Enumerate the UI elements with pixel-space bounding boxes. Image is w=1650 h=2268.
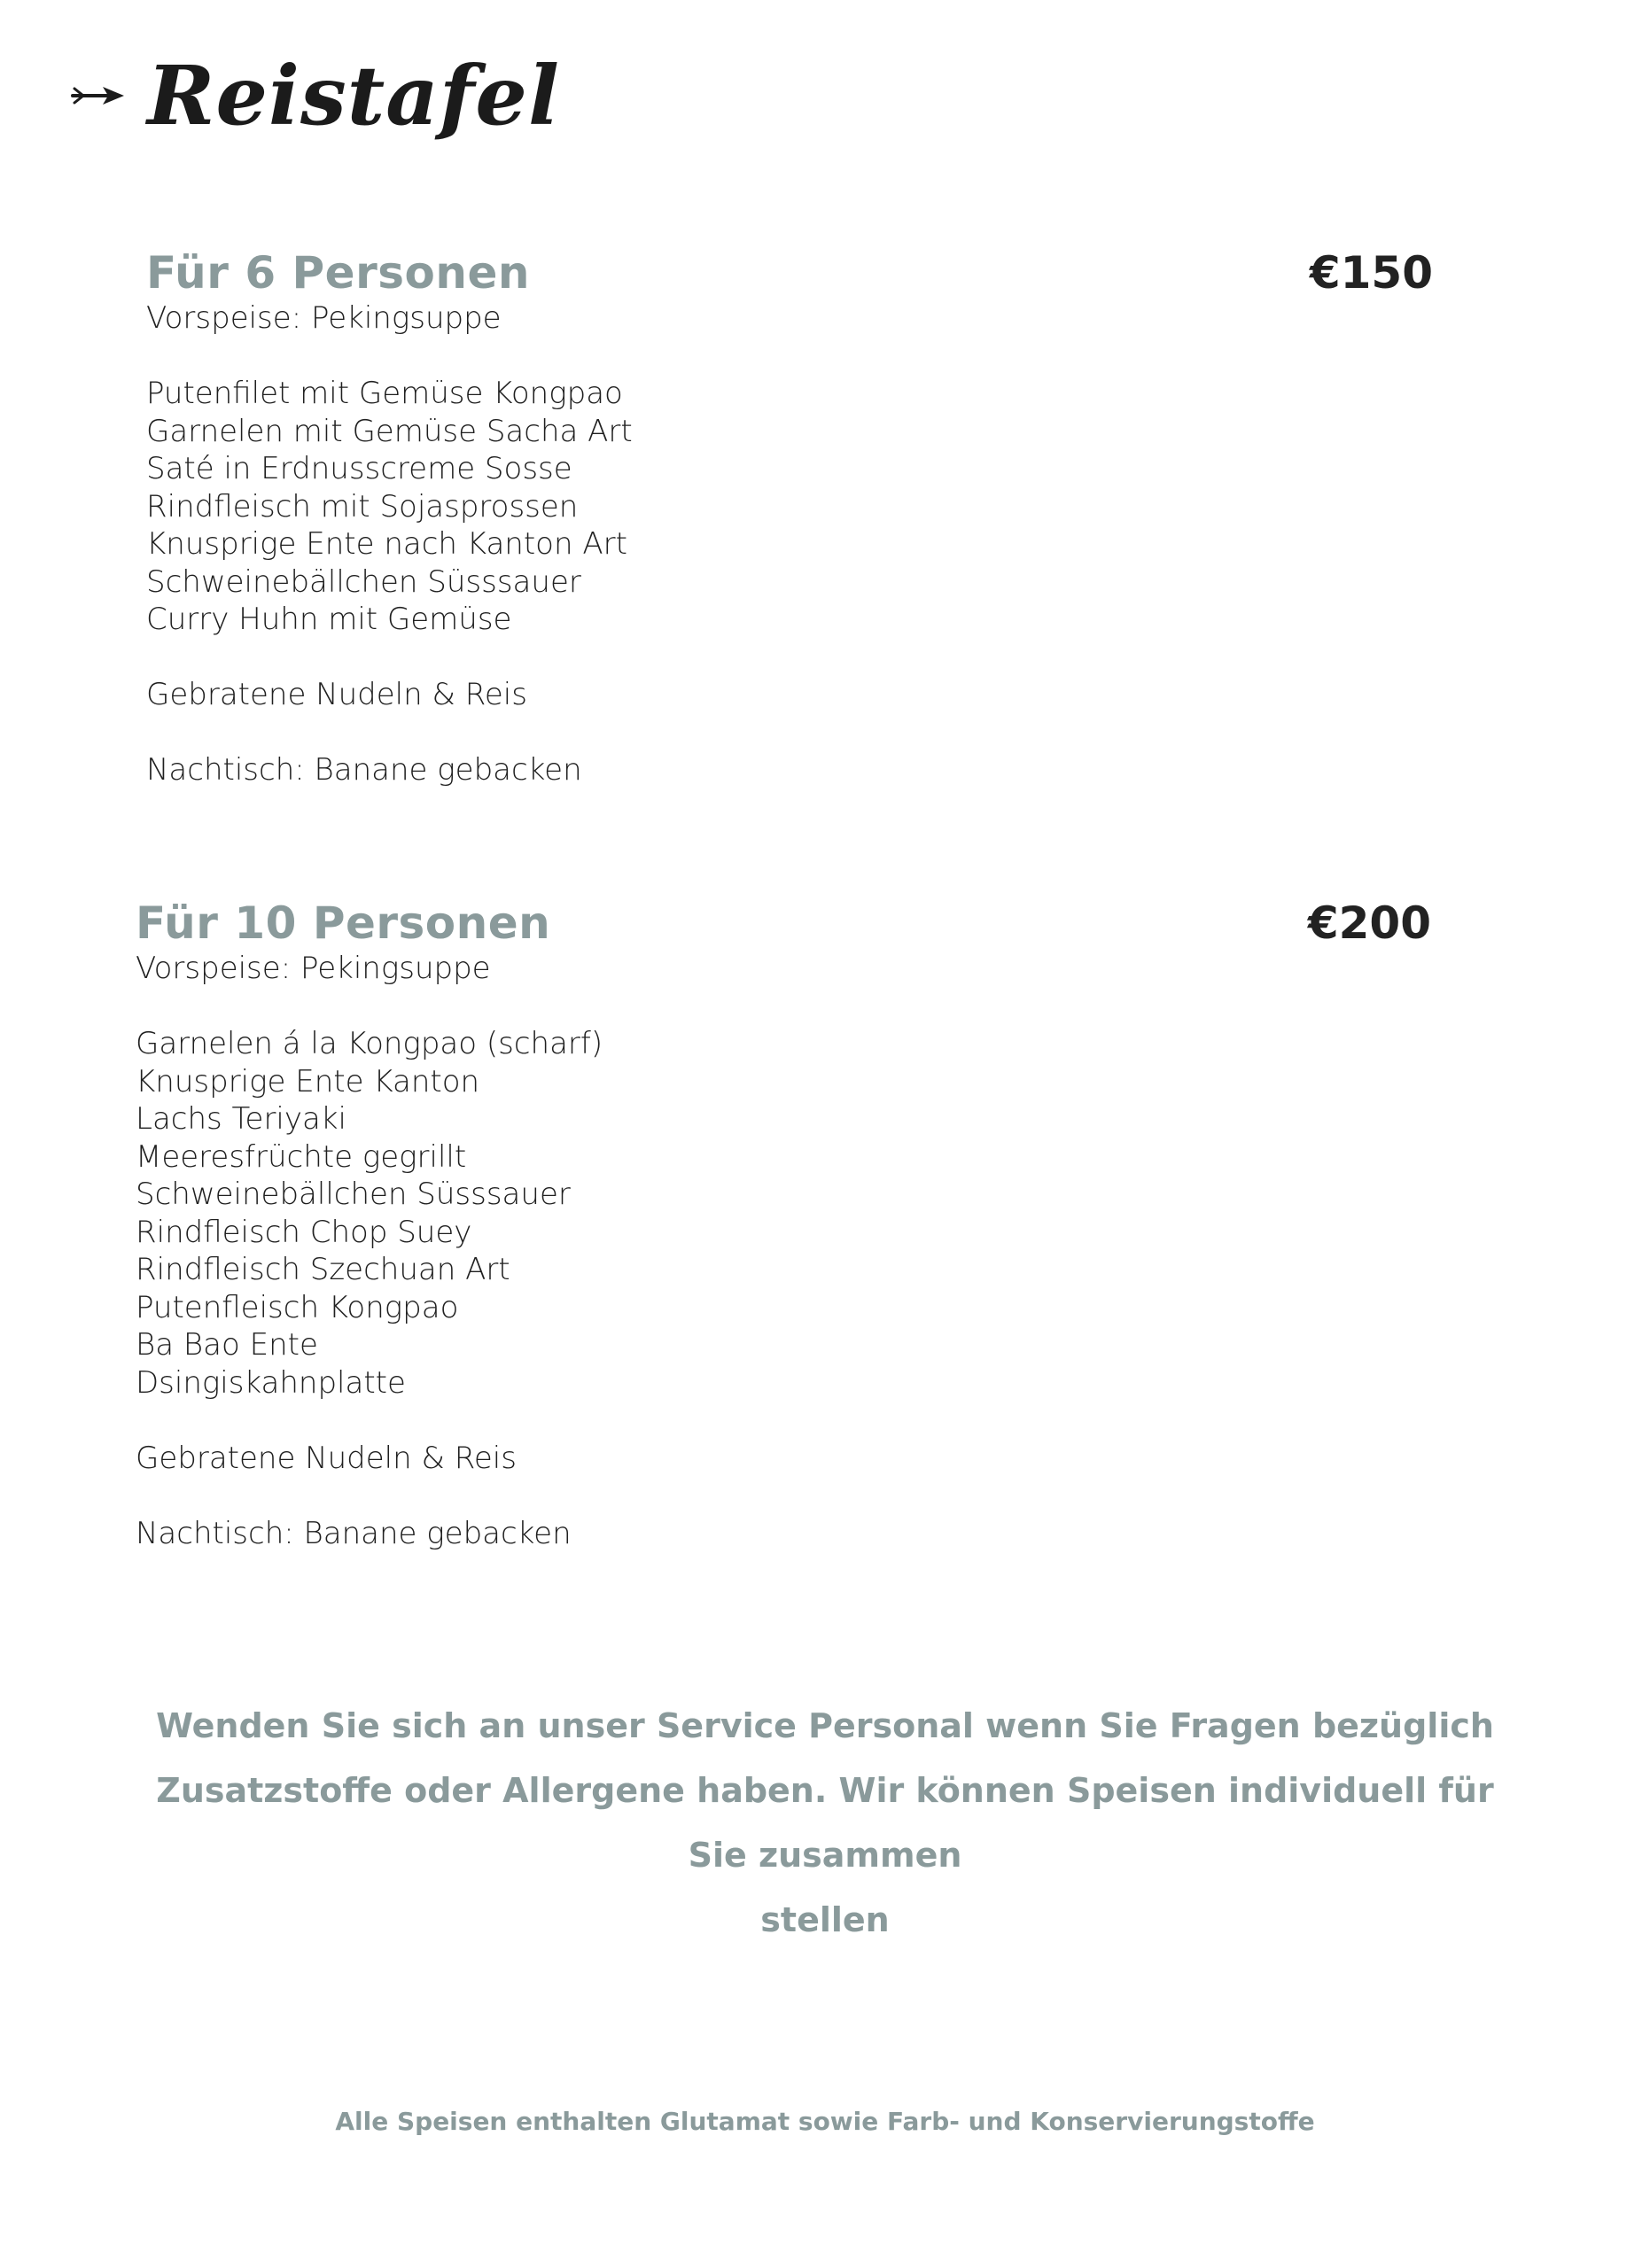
dish-item: Knusprige Ente Kanton <box>136 1063 480 1099</box>
sides-line: Gebratene Nudeln & Reis <box>136 1440 517 1476</box>
dish-item: Lachs Teriyaki <box>136 1101 346 1137</box>
service-note-line: stellen <box>760 1900 890 1939</box>
dish-item: Rindfleisch mit Sojasprossen <box>146 488 579 524</box>
dish-item: Rindfleisch Szechuan Art <box>136 1252 510 1287</box>
arrow-icon <box>69 78 131 113</box>
page-title: Reistafel <box>147 48 560 144</box>
dish-item: Putenfilet mit Gemüse Kongpao <box>146 376 623 411</box>
dish-item: Knusprige Ente nach Kanton Art <box>146 526 627 562</box>
dish-item: Meeresfrüchte gegrillt <box>136 1138 467 1175</box>
dish-item: Schweinebällchen Süsssauer <box>136 1177 571 1212</box>
dish-item: Garnelen á la Kongpao (scharf) <box>136 1026 603 1061</box>
section-head <box>136 897 1431 950</box>
sides-line: Gebratene Nudeln & Reis <box>146 677 527 712</box>
section-heading: Für 6 Personen <box>146 247 530 299</box>
dish-item: Schweinebällchen Süsssauer <box>146 563 581 600</box>
dish-item: Dsingiskahnplatte <box>136 1364 406 1401</box>
section-price: €150 <box>1309 247 1433 299</box>
dish-item: Curry Huhn mit Gemüse <box>146 602 512 637</box>
dish-item: Garnelen mit Gemüse Sacha Art <box>146 413 633 449</box>
dessert-line: Nachtisch: Banane gebacken <box>146 752 582 788</box>
section-heading: Für 10 Personen <box>136 897 551 949</box>
dish-item: Putenfleisch Kongpao <box>136 1289 459 1325</box>
starter-line: Vorspeise: Pekingsuppe <box>146 300 502 336</box>
page-header <box>69 48 560 144</box>
section-price: €200 <box>1307 897 1431 949</box>
dish-item: Saté in Erdnusscreme Sosse <box>146 451 572 486</box>
starter-line: Vorspeise: Pekingsuppe <box>136 951 491 986</box>
service-note-line: Zusatzstoffe oder Allergene haben. Wir können Speisen individuell für Sie zusammen <box>156 1771 1494 1875</box>
dish-item: Ba Bao Ente <box>136 1327 318 1363</box>
service-note-line: Wenden Sie sich an unser Service Personal wenn Sie Fragen bezüglich <box>156 1706 1494 1745</box>
service-note <box>133 1694 1517 1953</box>
dish-item: Rindfleisch Chop Suey <box>136 1214 472 1250</box>
section-head <box>146 246 1431 299</box>
menu-section-10-personen <box>136 897 1431 1552</box>
dessert-line: Nachtisch: Banane gebacken <box>136 1515 572 1551</box>
footer-note: Alle Speisen enthalten Glutamat sowie Farb- und Konservierungstoffe <box>335 2107 1315 2136</box>
menu-section-6-personen <box>146 246 1431 789</box>
